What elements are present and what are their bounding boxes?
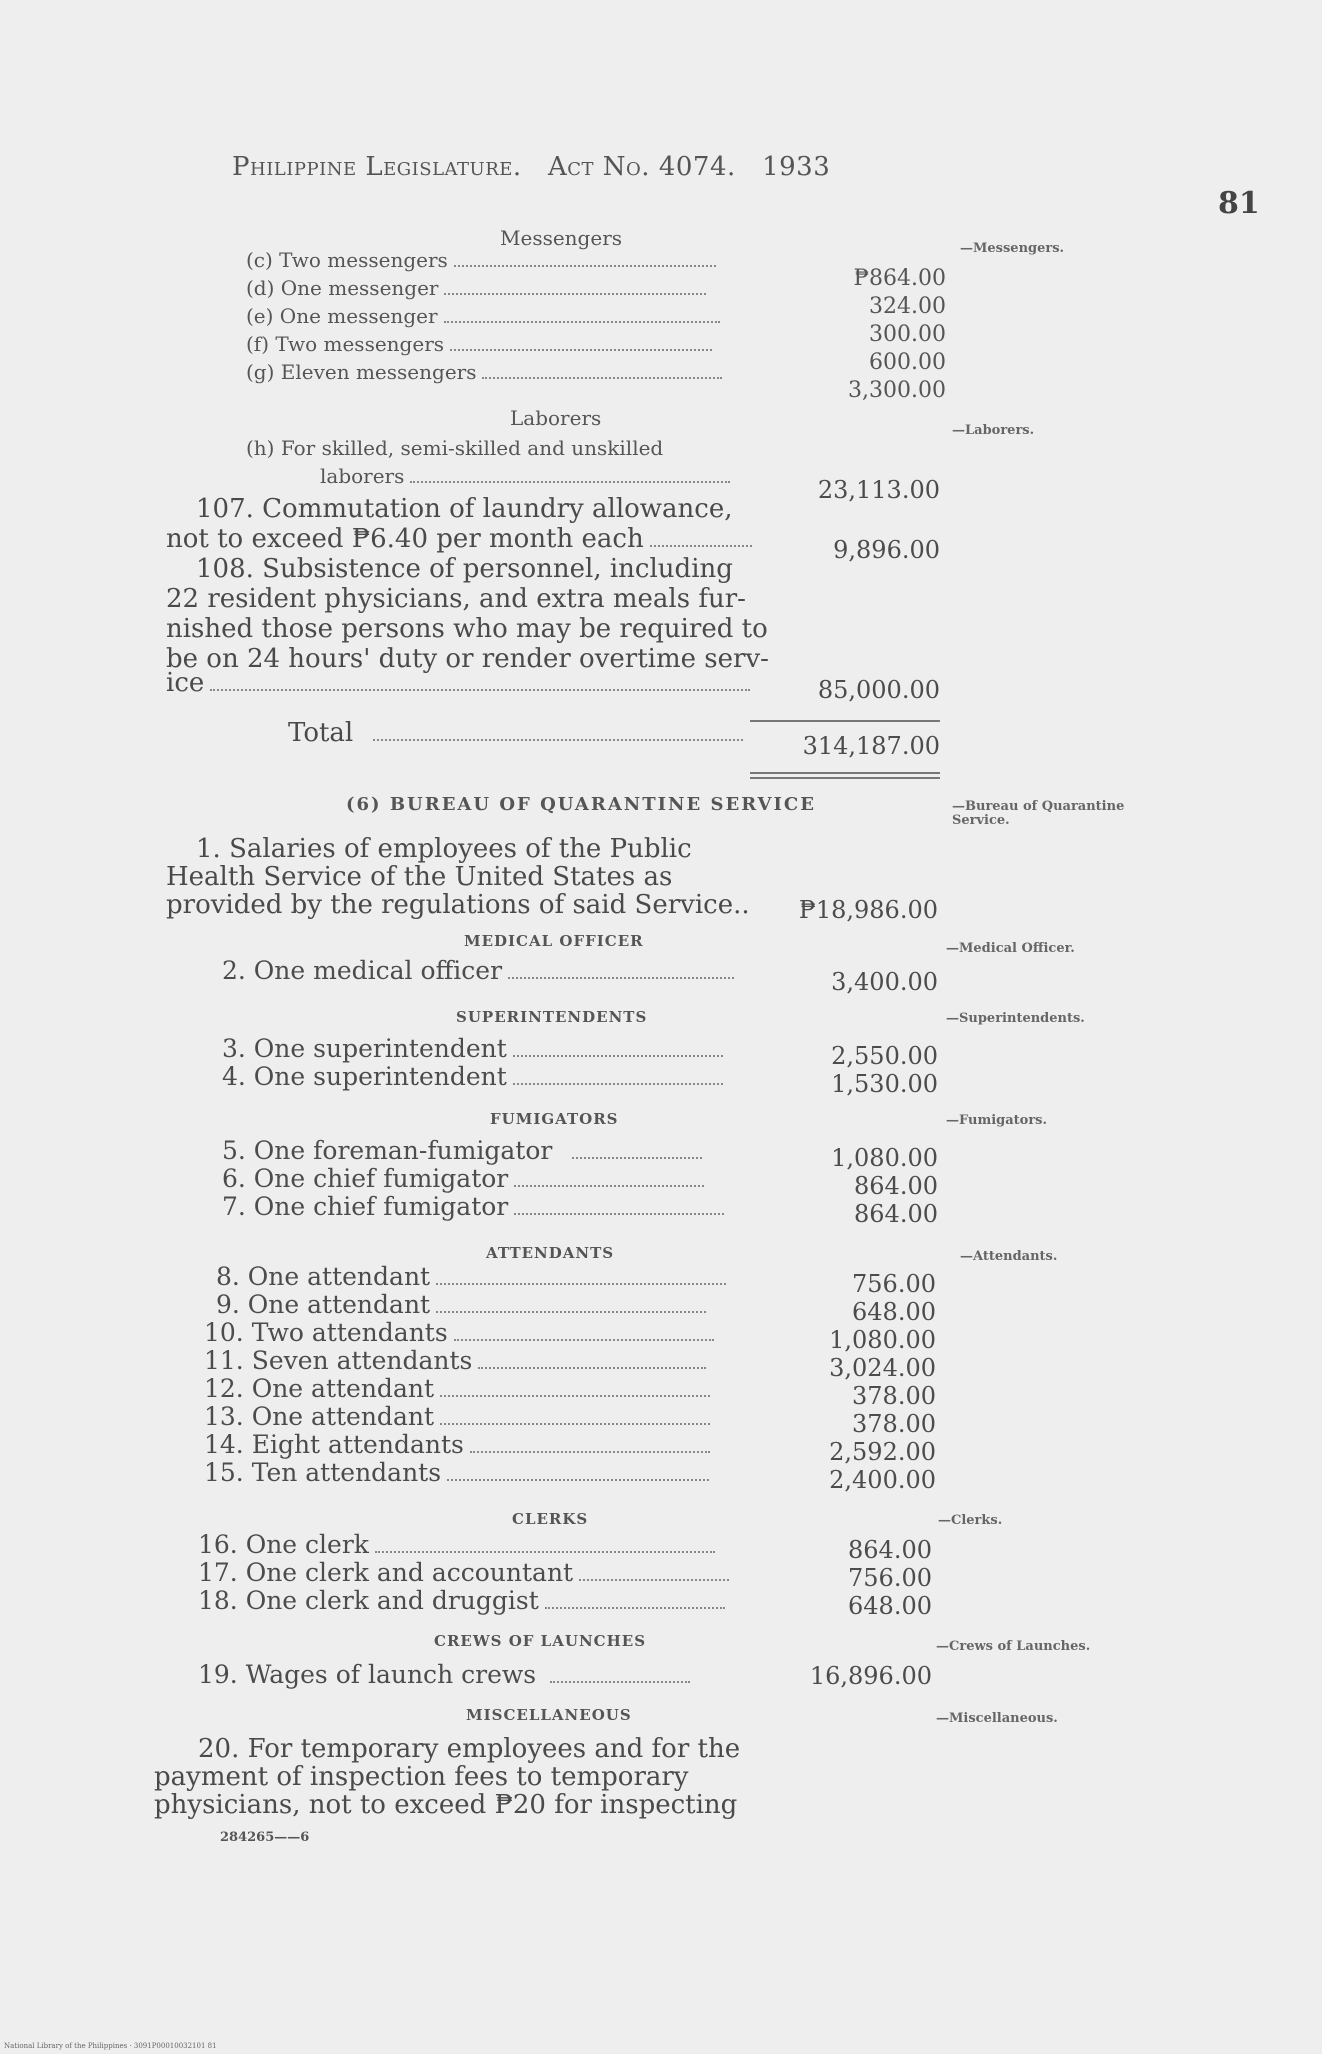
miscellaneous-margin-note: —Miscellaneous. bbox=[936, 1711, 1058, 1726]
leader-dots bbox=[470, 1451, 710, 1453]
item-108-line1: 108. Subsistence of personnel, including bbox=[196, 554, 733, 584]
leader-dots bbox=[373, 739, 743, 741]
fumigator-item-6 bbox=[222, 1164, 704, 1193]
leader-dots bbox=[478, 1367, 706, 1369]
messenger-item-g bbox=[246, 360, 722, 384]
item-108-line5 bbox=[166, 668, 750, 698]
medical-officer-item-2 bbox=[222, 956, 734, 985]
total-label: Total bbox=[288, 718, 354, 748]
quarantine-item1-line1: 1. Salaries of employees of the Public bbox=[196, 834, 692, 864]
item-label: 3. One superintendent bbox=[222, 1034, 507, 1063]
item-label: ice bbox=[166, 668, 205, 698]
attendant-amount-11: 3,024.00 bbox=[829, 1354, 936, 1382]
clerk-item-18 bbox=[198, 1586, 725, 1615]
item-107-amount: 9,896.00 bbox=[833, 536, 940, 564]
clerk-amount-16: 864.00 bbox=[848, 1536, 932, 1564]
item-label: 12. One attendant bbox=[204, 1374, 434, 1403]
attendant-amount-15: 2,400.00 bbox=[829, 1466, 936, 1494]
leader-dots bbox=[436, 1283, 726, 1285]
leader-dots bbox=[513, 1083, 723, 1085]
item-107-line1: 107. Commutation of laundry allowance, bbox=[196, 494, 733, 524]
leader-dots bbox=[454, 265, 716, 267]
leader-dots bbox=[545, 1607, 725, 1609]
total-rule-bottom-2 bbox=[750, 777, 940, 779]
attendant-amount-10: 1,080.00 bbox=[829, 1326, 936, 1354]
messengers-heading: Messengers bbox=[500, 226, 623, 250]
superintendents-margin-note: —Superintendents. bbox=[946, 1011, 1085, 1026]
printer-signature: 284265——6 bbox=[220, 1830, 310, 1845]
leader-dots bbox=[579, 1579, 729, 1581]
attendant-item-13 bbox=[204, 1402, 710, 1431]
item-108-line4: be on 24 hours' duty or render overtime serv- bbox=[166, 644, 769, 674]
item-label: 6. One chief fumigator bbox=[222, 1164, 509, 1193]
superintendents-heading: SUPERINTENDENTS bbox=[456, 1008, 648, 1026]
fumigators-margin-note: —Fumigators. bbox=[946, 1113, 1048, 1128]
item-label: 14. Eight attendants bbox=[204, 1430, 464, 1459]
item-label: 8. One attendant bbox=[216, 1262, 431, 1291]
fumigators-heading: FUMIGATORS bbox=[490, 1110, 619, 1128]
quarantine-item1-line3: provided by the regulations of said Service.. bbox=[166, 890, 750, 920]
attendant-item-10 bbox=[204, 1318, 714, 1347]
header-act: Act No. 4074. bbox=[547, 152, 736, 182]
clerks-heading: CLERKS bbox=[512, 1510, 589, 1528]
item-label: 19. Wages of launch crews bbox=[198, 1660, 537, 1689]
laborers-margin-note: —Laborers. bbox=[952, 423, 1035, 438]
leader-dots bbox=[550, 1681, 690, 1683]
item-107-line2 bbox=[166, 524, 752, 554]
item-label: laborers bbox=[320, 464, 405, 488]
item-label: (f) Two messengers bbox=[246, 332, 445, 356]
item-label: 15. Ten attendants bbox=[204, 1458, 442, 1487]
attendant-amount-12: 378.00 bbox=[852, 1382, 936, 1410]
messenger-amount-g: 600.00 bbox=[869, 350, 946, 375]
leader-dots bbox=[436, 1311, 706, 1313]
clerk-item-16 bbox=[198, 1530, 715, 1559]
item-label: 16. One clerk bbox=[198, 1530, 369, 1559]
clerk-amount-18: 648.00 bbox=[848, 1592, 932, 1620]
fumigator-amount-5: 1,080.00 bbox=[831, 1144, 938, 1172]
messenger-item-f bbox=[246, 332, 712, 356]
item-label: 11. Seven attendants bbox=[204, 1346, 473, 1375]
attendants-margin-note: —Attendants. bbox=[960, 1249, 1058, 1264]
clerks-margin-note: —Clerks. bbox=[938, 1513, 1003, 1528]
item-label: 5. One foreman-fumigator bbox=[222, 1136, 553, 1165]
crews-item-19 bbox=[198, 1660, 690, 1689]
clerk-item-17 bbox=[198, 1558, 729, 1587]
attendant-item-9 bbox=[216, 1290, 706, 1319]
leader-dots bbox=[650, 545, 752, 547]
leader-dots bbox=[454, 1339, 714, 1341]
crews-heading: CREWS OF LAUNCHES bbox=[434, 1632, 647, 1650]
medical-officer-heading: MEDICAL OFFICER bbox=[464, 932, 644, 950]
messengers-margin-note: —Messengers. bbox=[960, 241, 1065, 256]
item-label: 4. One superintendent bbox=[222, 1062, 507, 1091]
superintendent-item-4 bbox=[222, 1062, 723, 1091]
crews-amount-19: 16,896.00 bbox=[809, 1662, 932, 1690]
attendant-amount-8: 756.00 bbox=[852, 1270, 936, 1298]
total-rule-bottom-1 bbox=[750, 772, 940, 774]
total-rule-top bbox=[750, 720, 940, 722]
medical-officer-amount-2: 3,400.00 bbox=[831, 968, 938, 996]
item-label: (g) Eleven messengers bbox=[246, 360, 477, 384]
miscellaneous-heading: MISCELLANEOUS bbox=[466, 1706, 632, 1724]
item-label: 9. One attendant bbox=[216, 1290, 431, 1319]
item-108-line2: 22 resident physicians, and extra meals fur- bbox=[166, 584, 746, 614]
leader-dots bbox=[447, 1479, 709, 1481]
leader-dots bbox=[440, 1423, 710, 1425]
attendant-item-12 bbox=[204, 1374, 710, 1403]
messenger-amount-f: 300.00 bbox=[869, 322, 946, 347]
header-title: Philippine Legislature. bbox=[232, 152, 522, 182]
quarantine-margin-note: —Bureau of Quarantine Service. bbox=[952, 799, 1125, 828]
miscellaneous-line2: payment of inspection fees to temporary bbox=[154, 1762, 689, 1792]
total-row bbox=[288, 718, 743, 748]
laborers-line2 bbox=[320, 464, 730, 488]
attendant-item-15 bbox=[204, 1458, 709, 1487]
leader-dots bbox=[450, 349, 712, 351]
attendants-heading: ATTENDANTS bbox=[486, 1244, 615, 1262]
leader-dots bbox=[210, 689, 750, 691]
running-header bbox=[232, 152, 830, 182]
item-label: (d) One messenger bbox=[246, 276, 439, 300]
leader-dots bbox=[513, 1055, 723, 1057]
fumigator-item-7 bbox=[222, 1192, 724, 1221]
leader-dots bbox=[482, 377, 722, 379]
laborers-amount: 23,113.00 bbox=[817, 476, 940, 504]
item-108-amount: 85,000.00 bbox=[817, 676, 940, 704]
fumigator-amount-7: 864.00 bbox=[854, 1200, 938, 1228]
item-label: 2. One medical officer bbox=[222, 956, 503, 985]
total-amount: 314,187.00 bbox=[802, 732, 940, 760]
leader-dots bbox=[514, 1185, 704, 1187]
clerk-amount-17: 756.00 bbox=[848, 1564, 932, 1592]
leader-dots bbox=[375, 1551, 715, 1553]
leader-dots bbox=[514, 1213, 724, 1215]
header-year: 1933 bbox=[762, 152, 831, 182]
attendant-item-14 bbox=[204, 1430, 710, 1459]
quarantine-item1-amount: ₱18,986.00 bbox=[798, 896, 938, 924]
item-label: 10. Two attendants bbox=[204, 1318, 448, 1347]
leader-dots bbox=[572, 1157, 702, 1159]
item-label: 13. One attendant bbox=[204, 1402, 434, 1431]
item-label: 17. One clerk and accountant bbox=[198, 1558, 574, 1587]
attendant-amount-13: 378.00 bbox=[852, 1410, 936, 1438]
item-label: 7. One chief fumigator bbox=[222, 1192, 509, 1221]
attendant-item-11 bbox=[204, 1346, 706, 1375]
messenger-amount-d: ₱864.00 bbox=[853, 266, 946, 291]
superintendent-item-3 bbox=[222, 1034, 723, 1063]
attendant-item-8 bbox=[216, 1262, 726, 1291]
leader-dots bbox=[410, 481, 730, 483]
messenger-amount-total: 3,300.00 bbox=[848, 378, 946, 403]
messenger-item-d bbox=[246, 276, 706, 300]
messenger-item-e bbox=[246, 304, 720, 328]
messenger-item-c bbox=[246, 248, 716, 272]
miscellaneous-line1: 20. For temporary employees and for the bbox=[198, 1734, 741, 1764]
item-label: (c) Two messengers bbox=[246, 248, 448, 272]
quarantine-item1-line2: Health Service of the United States as bbox=[166, 862, 673, 892]
messenger-amount-e: 324.00 bbox=[869, 294, 946, 319]
quarantine-heading: (6) BUREAU OF QUARANTINE SERVICE bbox=[346, 794, 816, 815]
attendant-amount-9: 648.00 bbox=[852, 1298, 936, 1326]
laborers-heading: Laborers bbox=[510, 406, 602, 430]
fumigator-amount-6: 864.00 bbox=[854, 1172, 938, 1200]
leader-dots bbox=[444, 293, 706, 295]
scan-credit: National Library of the Philippines · 3091P00010032101 81 bbox=[4, 2042, 217, 2050]
fumigator-item-5 bbox=[222, 1136, 702, 1165]
laborers-line1: (h) For skilled, semi-skilled and unskilled bbox=[246, 436, 664, 460]
item-108-line3: nished those persons who may be required to bbox=[166, 614, 768, 644]
superintendent-amount-3: 2,550.00 bbox=[831, 1042, 938, 1070]
page-number: 81 bbox=[1218, 186, 1260, 221]
leader-dots bbox=[444, 321, 720, 323]
leader-dots bbox=[440, 1395, 710, 1397]
leader-dots bbox=[508, 977, 734, 979]
item-label: 18. One clerk and druggist bbox=[198, 1586, 539, 1615]
attendant-amount-14: 2,592.00 bbox=[829, 1438, 936, 1466]
miscellaneous-line3: physicians, not to exceed ₱20 for inspecting bbox=[154, 1790, 738, 1820]
item-label: (e) One messenger bbox=[246, 304, 438, 328]
medical-officer-margin-note: —Medical Officer. bbox=[946, 941, 1075, 956]
superintendent-amount-4: 1,530.00 bbox=[831, 1070, 938, 1098]
item-label: not to exceed ₱6.40 per month each bbox=[166, 524, 644, 554]
crews-margin-note: —Crews of Launches. bbox=[936, 1639, 1091, 1654]
